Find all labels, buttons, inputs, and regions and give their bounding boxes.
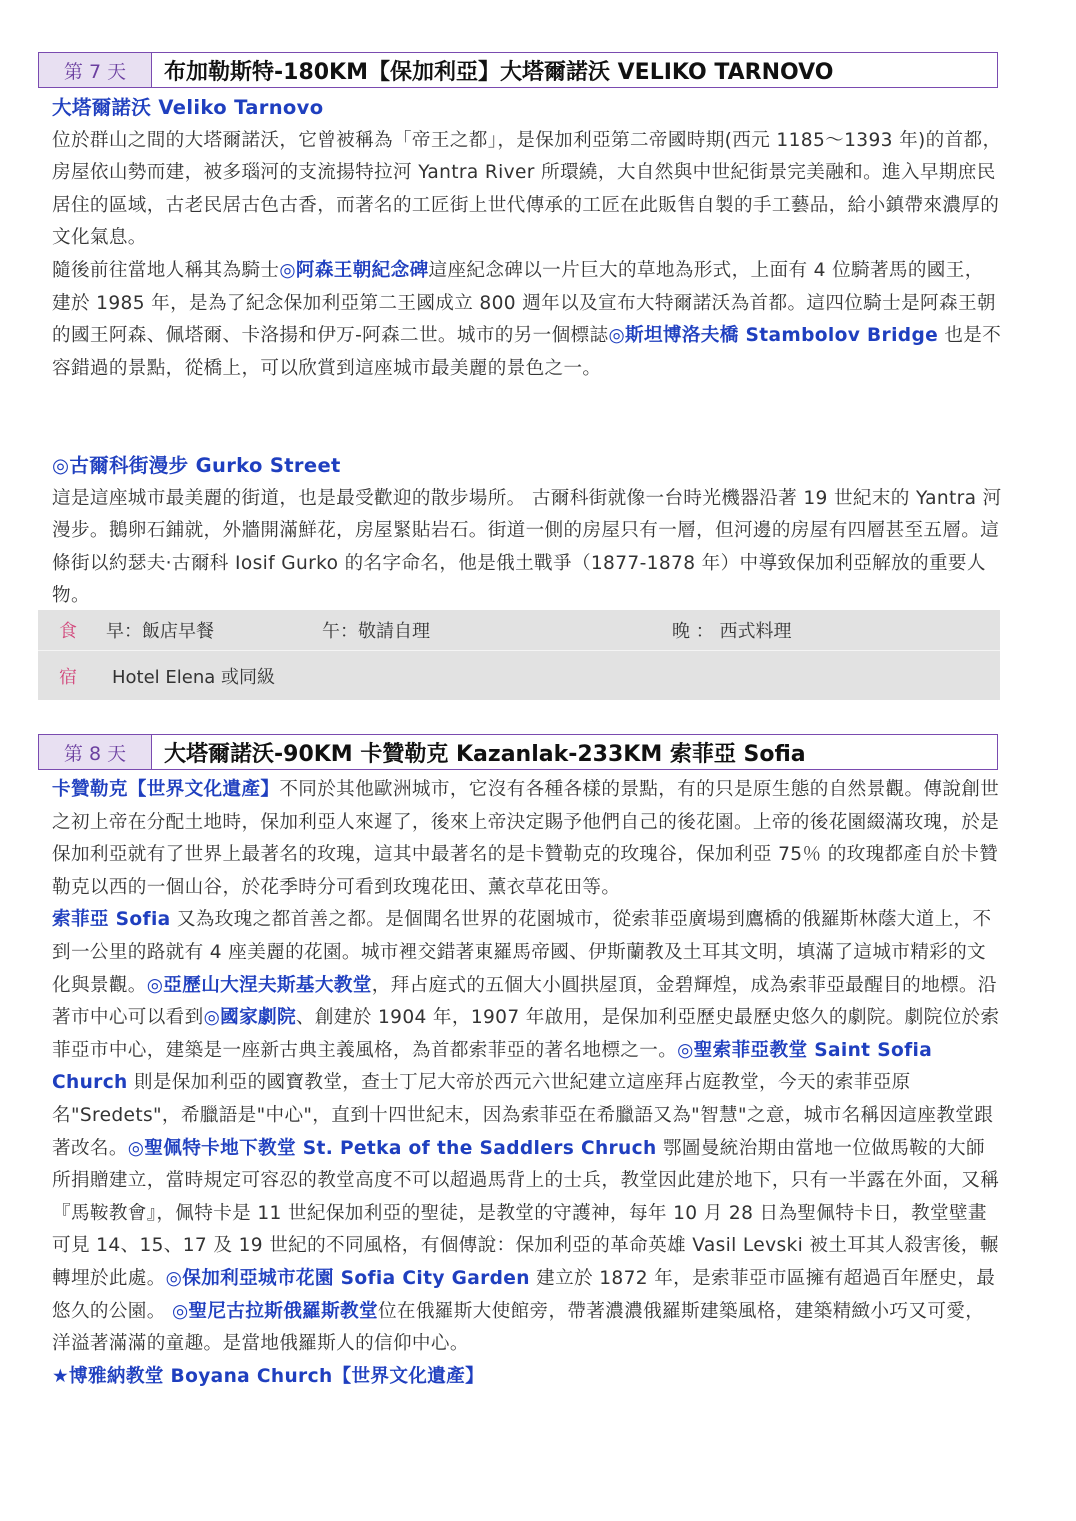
day7-badge: 第 7 天	[39, 53, 152, 87]
link-city-garden: ◎保加利亞城市花園 Sofia City Garden	[165, 1267, 530, 1289]
meals-table	[38, 610, 1000, 700]
paragraph-veliko: 位於群山之間的大塔爾諾沃，它曾被稱為「帝王之都」，是保加利亞第二帝國時期(西元 1185～1393 年)的首都，房屋依山勢而建，被多瑙河的支流揚特拉河 Yantra River 所環繞，大自然與中世紀街景完美融和。進入早期庶民居住的區域，古老民居古色古香，而著名的工匠街上世代傳承的工匠在此販售自製的手工藝品，給小鎮帶來濃厚的文化氣息。	[52, 129, 1002, 249]
paragraph-gurko: 這是這座城市最美麗的街道，也是最受歡迎的散步場所。 古爾科街就像一台時光機器沿著 19 世紀末的 Yantra 河漫步。鵝卵石鋪就，外牆開滿鮮花，房屋緊貼岩石。街道一側的房屋只有一層，但河邊的房屋有四層甚至五層。這條街以約瑟夫·古爾科 Iosif Gurko 的名字命名，他是俄土戰爭（1877-1878 年）中導致保加利亞解放的重要人物。	[52, 487, 1002, 607]
section-heading-veliko: 大塔爾諾沃 Veliko Tarnovo	[52, 96, 324, 119]
link-national-theatre: ◎國家劇院	[203, 1007, 296, 1029]
meal-row	[38, 610, 1000, 651]
link-st-petka: ◎聖佩特卡地下教堂 St. Petka of the Saddlers Chruch	[127, 1137, 657, 1159]
day8-badge: 第 8 天	[39, 735, 152, 769]
section-heading-gurko: ◎古爾科街漫步 Gurko Street	[52, 454, 341, 477]
day8-title: 大塔爾諾沃-90KM 卡贊勒克 Kazanlak-233KM 索菲亞 Sofia	[164, 741, 806, 767]
link-st-nicholas: ◎聖尼古拉斯俄羅斯教堂	[171, 1300, 378, 1322]
meal-label: 食	[59, 621, 77, 642]
text-span: 建立於 1872 年，是索菲亞市區擁有超過百年歷史，最悠久的公園。	[52, 1267, 996, 1322]
link-kazanlak: 卡贊勒克【世界文化遺產】	[52, 779, 280, 800]
link-asen-monument: ◎阿森王朝紀念碑	[279, 259, 429, 281]
text-span: 、創建於 1904 年，1907 年啟用，是保加利亞歷史最歷史悠久的劇院。劇院位於索菲亞市中心，建築是一座新古典主義風格，為首都索菲亞的著名地標之一。	[52, 1007, 1000, 1061]
hotel: Hotel Elena 或同級	[112, 667, 276, 688]
text-span: ，拜占庭式的五個大小圓拱屋頂，金碧輝煌，成為索菲亞最醒目的地標。沿著市中心可以看到	[52, 974, 997, 1029]
text-span: 則是保加利亞的國寶教堂，查士丁尼大帝於西元六世紀建立這座拜占庭教堂，今天的索菲亞原名"Sredets"，希臘語是"中心"，直到十四世紀末，因為索菲亞在希臘語又為"智慧"之意，城市名稱因這座教堂跟著改名。	[52, 1072, 994, 1159]
lunch: 午：敬請自理	[322, 621, 430, 642]
text-span: 不同於其他歐洲城市，它沒有各種各樣的景點，有的只是原生態的自然景觀。傳說創世之初上帝在分配土地時，保加利亞人來遲了，後來上帝決定賜予他們自己的後花園。上帝的後花園綴滿玫瑰，於是保加利亞就有了世界上最著名的玫瑰，這其中最著名的是卡贊勒克的玫瑰谷，保加利亞 75％ 的玫瑰都產自於卡贊勒克以西的一個山谷，於花季時分可看到玫瑰花田、薰衣草花田等。	[52, 779, 1000, 898]
stay-row	[38, 651, 1000, 701]
text-span: 這座紀念碑以一片巨大的草地為形式，上面有 4 位騎著馬的國王，建於 1985 年，是為了紀念保加利亞第二王國成立 800 週年以及宣布大特爾諾沃為首都。這四位騎士是阿森王朝的國王阿森、佩塔爾、卡洛揚和伊万-阿森二世。城市的另一個標誌	[52, 259, 996, 347]
day7-title: 布加勒斯特-180KM【保加利亞】大塔爾諾沃 VELIKO TARNOVO	[164, 59, 834, 85]
text-span: 又為玫瑰之都首善之都。是個聞名世界的花園城市，從索菲亞廣場到鷹橋的俄羅斯林蔭大道上，不到一公里的路就有 4 座美麗的花園。城市裡交錯著東羅馬帝國、伊斯蘭教及土耳其文明，填滿了這城市精彩的文化與景觀。	[52, 909, 992, 996]
link-saint-sofia: ◎聖索菲亞教堂 Saint Sofia Church	[52, 1039, 933, 1094]
link-sofia: 索菲亞 Sofia	[52, 909, 171, 931]
day7-content	[52, 92, 1002, 385]
day8-content	[52, 774, 1002, 1393]
text-span: 鄂圖曼統治期由當地一位做馬鞍的大師所捐贈建立，當時規定可容忍的教堂高度不可以超過馬背上的士兵，教堂因此建於地下，只有一半露在外面，又稱『馬鞍教會』，佩特卡是 11 世紀保加利亞的聖徒，是教堂的守護神，每年 10 月 28 日為聖佩特卡日，教堂壁畫可見 14、15、17 及 19 世紀的不同風格，有個傳說：保加利亞的革命英雄 Vasil Levski 被土耳其人殺害後，輾轉埋於此處。	[52, 1137, 1000, 1289]
heading-boyana: ★博雅納教堂 Boyana Church【世界文化遺產】	[52, 1365, 485, 1387]
gurko-content	[52, 450, 1002, 613]
breakfast: 早：飯店早餐	[106, 621, 214, 642]
dinner: 晚 ： 西式料理	[672, 621, 792, 642]
paragraph-kazanlak	[52, 774, 1002, 904]
stay-label: 宿	[59, 667, 77, 688]
link-alexander-nevsky: ◎亞歷山大涅夫斯基大教堂	[146, 974, 372, 996]
link-stambolov-bridge: ◎斯坦博洛夫橋 Stambolov Bridge	[608, 325, 939, 347]
text-span: 隨後前往當地人稱其為騎士	[52, 259, 280, 281]
text-span: 位在俄羅斯大使館旁，帶著濃濃俄羅斯建築風格，建築精緻小巧又可愛，洋溢著滿滿的童趣。是當地俄羅斯人的信仰中心。	[52, 1300, 985, 1355]
day7-header	[38, 52, 998, 88]
text-span: 也是不容錯過的景點，從橋上，可以欣賞到這座城市最美麗的景色之一。	[52, 325, 1002, 379]
paragraph-asen-monument	[52, 255, 1002, 385]
paragraph-sofia	[52, 904, 1002, 1360]
day8-header	[38, 734, 998, 770]
